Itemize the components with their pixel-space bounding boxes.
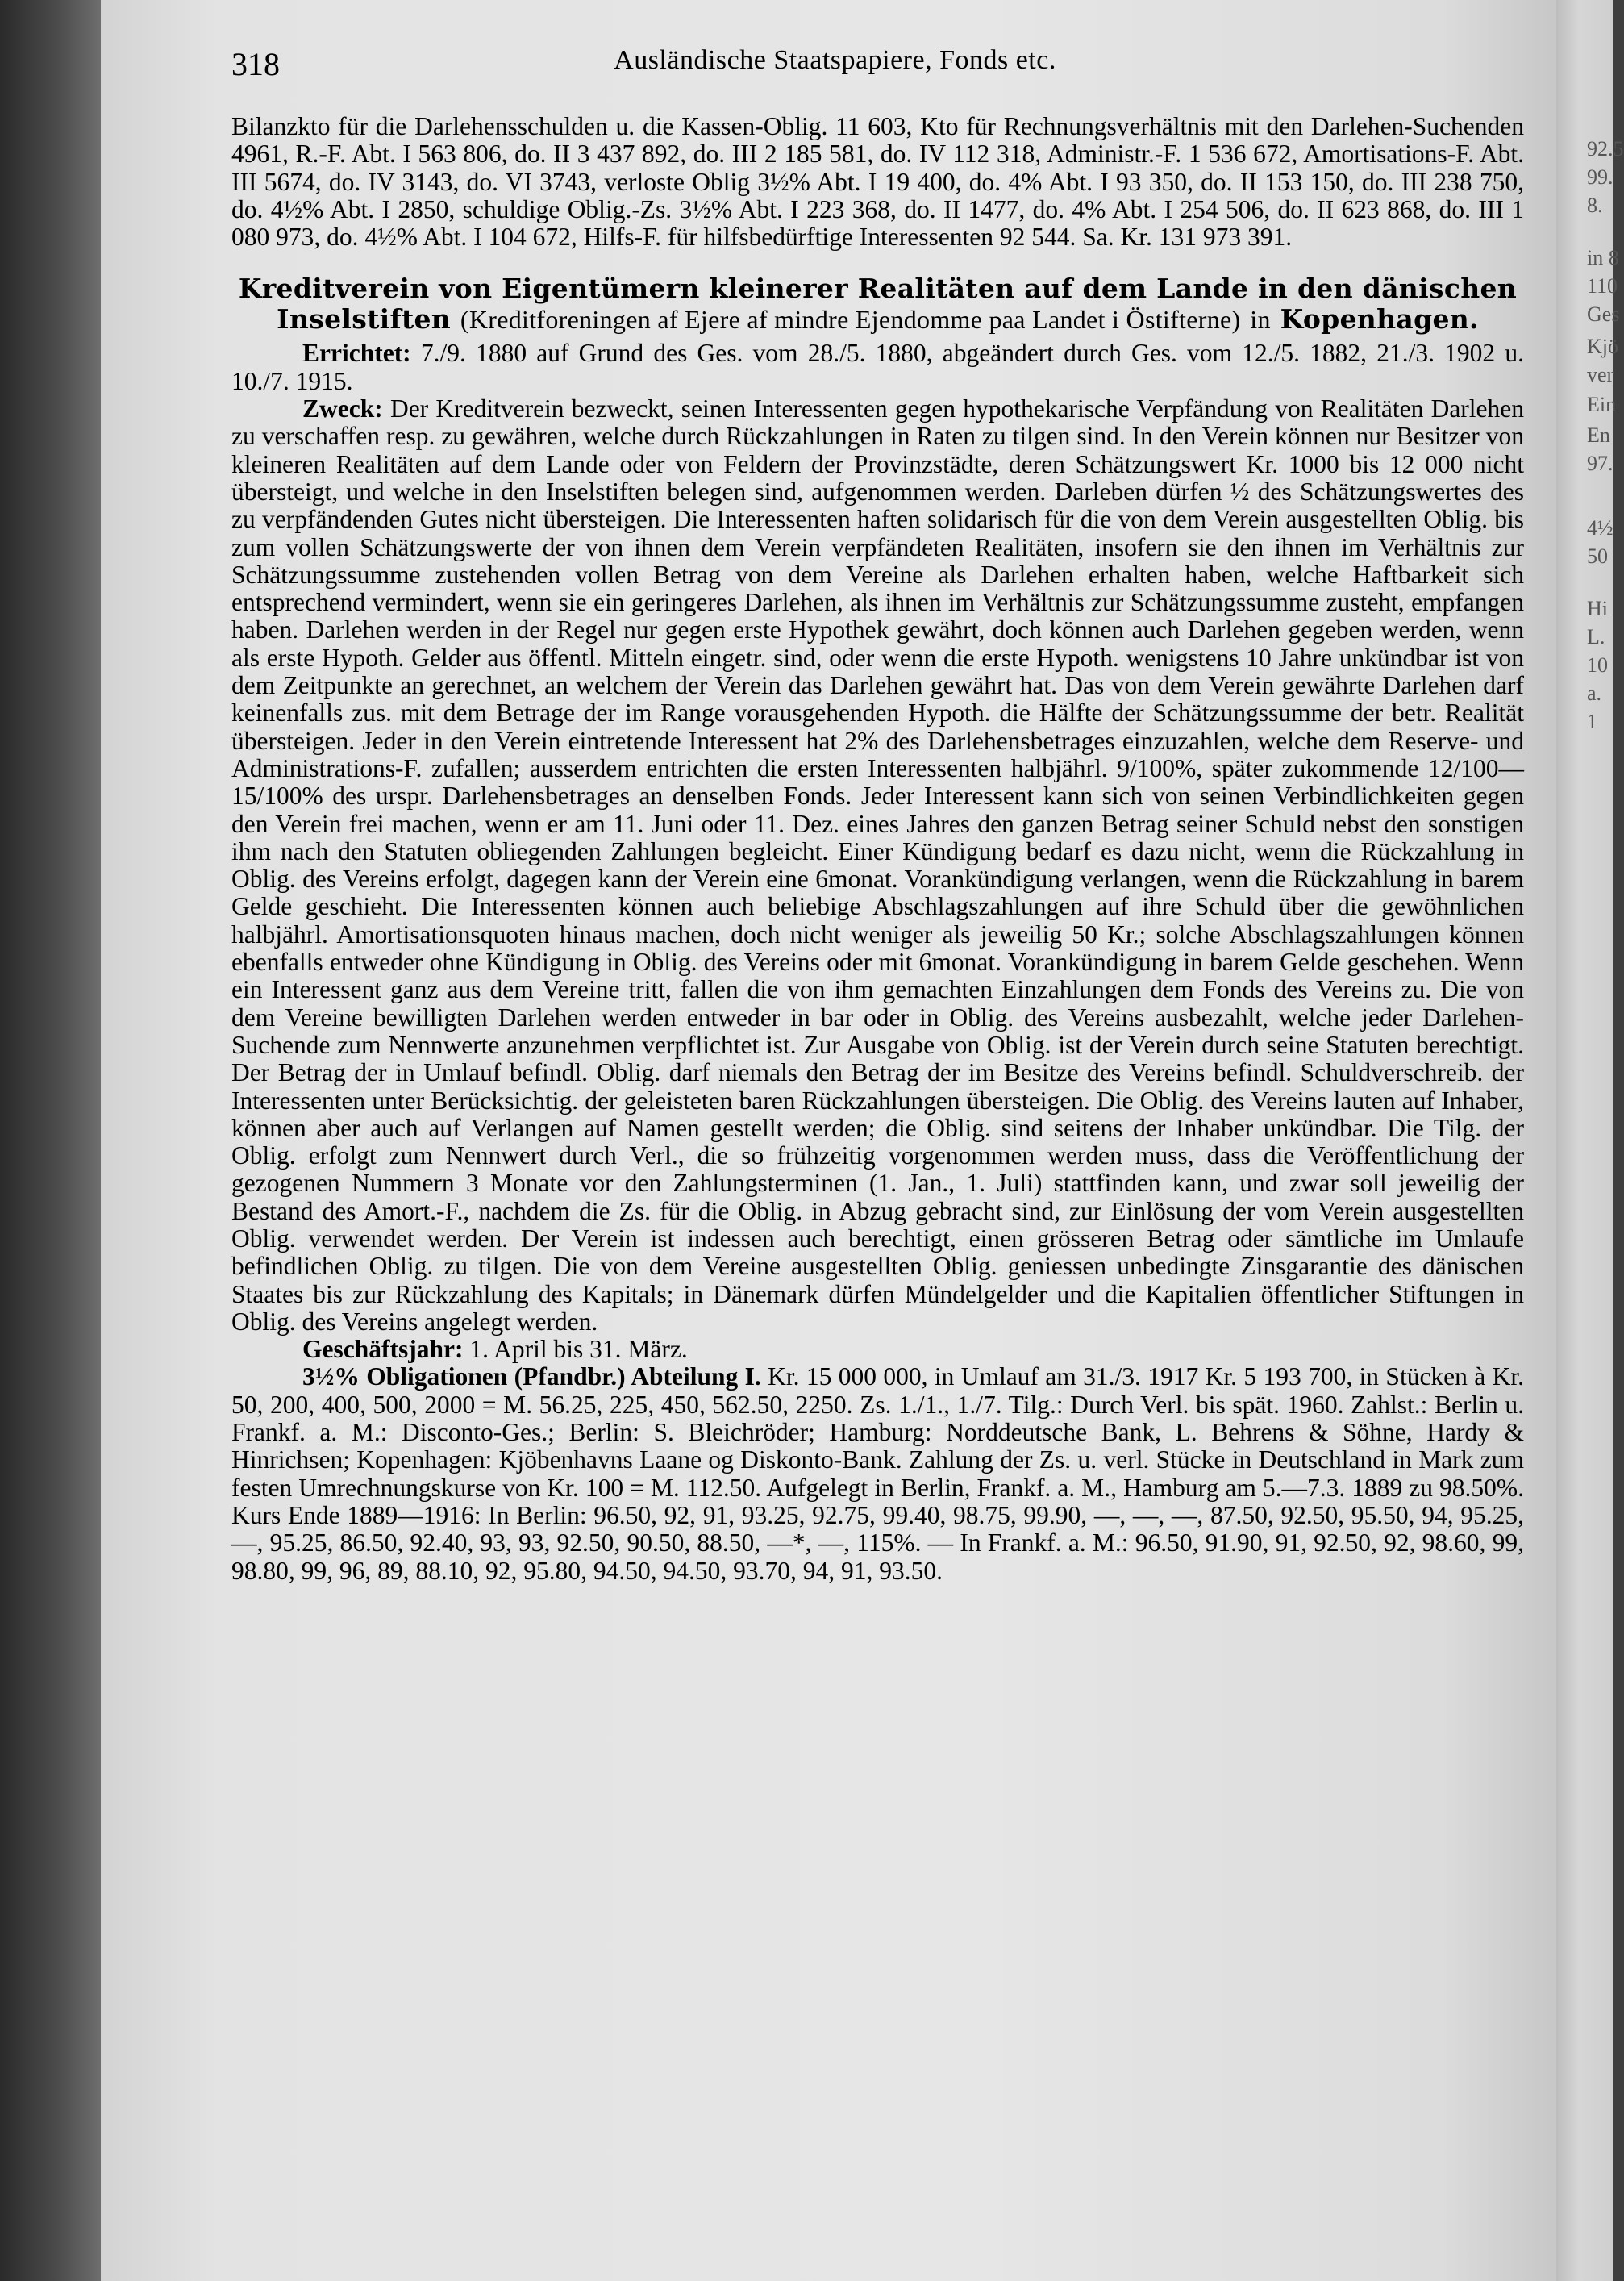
- margin-fragment: ver: [1587, 363, 1614, 386]
- entity-name: Kreditverein von Eigentümern kleinerer Realitäten auf dem Lande in den dänischen Inselstiften: [238, 273, 1518, 336]
- geschaeftsjahr-text: 1. April bis 31. März.: [469, 1335, 688, 1364]
- margin-fragment: 110: [1587, 274, 1618, 298]
- margin-fragment: 8.: [1587, 194, 1603, 217]
- obligationen-paragraph: [0, 1363, 1556, 1584]
- errichtet-text: 7./9. 1880 auf Grund des Ges. vom 28./5. 1880, abgeändert durch Ges. vom 12./5. 1882, 21./3. 1902 u. 10./7. 1915.: [231, 339, 1524, 395]
- geschaeftsjahr-label: Geschäftsjahr:: [302, 1335, 464, 1364]
- adjacent-page-strip: [1556, 0, 1624, 2281]
- geschaeftsjahr-paragraph: [0, 1336, 1556, 1363]
- entity-location: Kopenhagen.: [1280, 303, 1479, 336]
- margin-fragment: Kjö: [1587, 335, 1618, 358]
- page-number: 318: [231, 46, 280, 82]
- margin-fragment: in 8: [1587, 246, 1619, 269]
- margin-fragment: Ges: [1587, 302, 1620, 326]
- margin-fragment: Hi: [1587, 597, 1608, 620]
- margin-fragment: 4½: [1587, 516, 1614, 540]
- margin-fragment: a.: [1587, 682, 1602, 705]
- balance-continuation-paragraph: Bilanzkto für die Darlehensschulden u. die Kassen-Oblig. 11 603, Kto für Rechnungsverhältnis mit den Darlehen-Suchenden 4961, R.-F. Abt. I 563 806, do. II 3 437 892, do. III 2 185 581, do. IV 112 318, Administr.-F. 1 536 672, Amortisations-F. Abt. III 5674, do. IV 3143, do. VI 3743, verloste Oblig 3½% Abt. I 19 400, do. 4% Abt. I 93 350, do. II 153 150, do. III 238 750, do. 4½% Abt. I 2850, schuldige Oblig.-Zs. 3½% Abt. I 223 368, do. II 1477, do. 4% Abt. I 254 506, do. II 623 868, do. III 1 080 973, do. 4½% Abt. I 104 672, Hilfs-F. für hilfsbedürftige Interessenten 92 544. Sa. Kr. 131 973 391.: [231, 112, 1524, 252]
- zweck-label: Zweck:: [302, 394, 383, 423]
- zweck-text: Der Kreditverein bezweckt, seinen Interessenten gegen hypothekarische Verpfändung von Realitäten Darlehen zu verschaffen resp. zu gewähren, welche durch Rückzahlungen in Raten zu tilgen sind. In den Verein können nur Besitzer von kleineren Realitäten auf dem Lande oder von Feldern der Provinzstädte, deren Schätzungswert Kr. 1000 bis 12 000 nicht übersteigt, und welche in den Inselstiften belegen sind, aufgenommen werden. Darleben dürfen ½ des Schätzungswertes des zu verpfändenden Gutes nicht übersteigen. Die Interessenten haften solidarisch für die von dem Verein ausgestellten Oblig. bis zum vollen Schätzungswerte der von ihnen dem Verein verpfändeten Realitäten, insofern sie den ihnen im Verhältnis zur Schätzungssumme zustehenden vollen Betrag von dem Vereine als Darlehen erhalten haben, welche Haftbarkeit sich entsprechend vermindert, wenn sie ein geringeres Darlehen, als ihnen im Verhältnis zur Schätzungssumme zusteht, empfangen haben. Darlehen werden in der Regel nur gegen erste Hypothek gewährt, doch können auch Darlehen gegeben werden, wenn als erste Hypoth. Gelder aus öffentl. Mitteln eingetr. sind, oder wenn die erste Hypoth. wenigstens 10 Jahre unkündbar ist von dem Zeitpunkte an gerechnet, an welchem der Verein das Darlehen gewährt hat. Das von dem Verein gewährte Darlehen darf keinenfalls zus. mit dem Betrage der im Range vorausgehenden Hypoth. die Hälfte der Schätzungssumme der betr. Realität übersteigen. Jeder in den Verein eintretende Interessent hat 2% des Darlehensbetrages einzuzahlen, welche dem Reserve- und Administrations-F. zufallen; ausserdem entrichten die ersten Interessenten halbjährl. 9/100%, später zukommende 12/100—15/100% des urspr. Darlehensbetrages an denselben Fonds. Jeder Interessent kann sich von seinen Verbindlichkeiten gegen den Verein frei machen, wenn er am 11. Juni oder 11. Dez. eines Jahres den ganzen Betrag seiner Schuld nebst den sonstigen ihm nach den Statuten obliegenden Zahlungen begleicht. Einer Kündigung bedarf es dazu nicht, wenn die Rückzahlung in Oblig. des Vereins erfolgt, dagegen kann der Verein eine 6monat. Vorankündigung verlangen, wenn die Rückzahlung in barem Gelde geschieht. Die Interessenten können auch beliebige Abschlagszahlungen auf ihre Schuld über die gewöhnlichen halbjährl. Amortisationsquoten hinaus machen, doch nicht weniger als jeweilig 50 Kr.; solche Abschlagszahlungen können ebenfalls entweder ohne Kündigung in Oblig. des Vereins oder mit 6monat. Vorankündigung in barem Gelde geschehen. Wenn ein Interessent ganz aus dem Vereine tritt, fallen die von ihm gemachten Einzahlungen dem Fonds des Vereins zu. Die von dem Vereine bewilligten Darlehen werden entweder in bar oder in Oblig. des Vereins ausbezahlt, welche jeder Darlehen-Suchende zum Nennwerte anzunehmen verpflichtet ist. Zur Ausgabe von Oblig. ist der Verein durch seine Statuten berechtigt. Der Betrag der in Umlauf befindl. Oblig. darf niemals den Betrag der im Besitze des Vereins befindl. Schuldverschreib. der Interessenten unter Berücksichtig. der geleisteten baren Rückzahlungen übersteigen. Die Oblig. des Vereins lauten auf Inhaber, können aber auch auf Verlangen auf Namen gestellt werden; die Oblig. sind seitens der Inhaber unkündbar. Die Tilg. der Oblig. erfolgt zum Nennwert durch Verl., die so frühzeitig vorgenommen werden muss, dass die Veröffentlichung der gezogenen Nummern 3 Monate vor den Zahlungsterminen (1. Jan., 1. Juli) stattfinden kann, und zwar soll jeweilig der Bestand des Amort.-F., nachdem die Zs. für die Oblig. in Abzug gebracht sind, zur Einlösung der vom Verein ausgestellten Oblig. verwendet werden. Der Verein ist indessen auch berechtigt, einen grösseren Betrag oder sämtliche im Umlaufe befindlichen Oblig. zu tilgen. Die von dem Vereine ausgestellten Oblig. geniessen unbedingte Zinsgarantie des dänischen Staates bis zur Rückzahlung des Kapitals; in Dänemark dürfen Mündelgelder und die Kapitalien öffentlicher Stiftungen in Oblig. des Vereins angelegt werden.: [231, 394, 1524, 1336]
- entity-heading: [0, 273, 1556, 335]
- margin-fragment: 99.: [1587, 165, 1614, 189]
- errichtet-label: Errichtet:: [302, 339, 411, 368]
- running-head: [0, 45, 1556, 90]
- entity-danish-name: (Kreditforeningen af Ejere af mindre Ejendomme paa Landet i Östifterne): [460, 305, 1241, 335]
- margin-fragment: L.: [1587, 625, 1605, 648]
- margin-fragment: 10: [1587, 653, 1608, 677]
- margin-fragment: 1: [1587, 710, 1597, 733]
- page-content: [0, 45, 1556, 1585]
- obligationen-label: 3½% Obligationen (Pfandbr.) Abteilung I.: [302, 1362, 761, 1391]
- margin-fragment: 97.: [1587, 452, 1614, 475]
- page-header-title: Ausländische Staatspapiere, Fonds etc.: [614, 45, 1056, 75]
- entity-location-prefix: in: [1250, 305, 1271, 335]
- margin-fragment: En: [1587, 423, 1610, 447]
- margin-fragment: Ein: [1587, 393, 1617, 416]
- zweck-paragraph: [0, 395, 1556, 1336]
- margin-fragment: 92.5: [1587, 137, 1624, 161]
- obligationen-text: Kr. 15 000 000, in Umlauf am 31./3. 1917 Kr. 5 193 700, in Stücken à Kr. 50, 200, 400, 500, 2000 = M. 56.25, 225, 450, 562.50, 2250. Zs. 1./1., 1./7. Tilg.: Durch Verl. bis spät. 1960. Zahlst.: Berlin u. Frankf. a. M.: Disconto-Ges.; Berlin: S. Bleichröder; Hamburg: Norddeutsche Bank, L. Behrens & Söhne, Hardy & Hinrichsen; Kopenhagen: Kjöbenhavns Laane og Diskonto-Bank. Zahlung der Zs. u. verl. Stücke in Deutschland in Mark zum festen Umrechnungskurse von Kr. 100 = M. 112.50. Aufgelegt in Berlin, Frankf. a. M., Hamburg am 5.—7.3. 1889 zu 98.50%. Kurs Ende 1889—1916: In Berlin: 96.50, 92, 91, 93.25, 92.75, 99.40, 98.75, 99.90, —, —, —, 87.50, 92.50, 95.50, 94, 95.25, —, 95.25, 86.50, 92.40, 93, 93, 92.50, 90.50, 88.50, —*, —, 115%. — In Frankf. a. M.: 96.50, 91.90, 91, 92.50, 92, 98.60, 99, 98.80, 99, 96, 89, 88.10, 92, 95.80, 94.50, 94.50, 93.70, 94, 91, 93.50.: [231, 1362, 1524, 1585]
- errichtet-paragraph: [0, 340, 1556, 395]
- margin-fragment: 50: [1587, 544, 1608, 568]
